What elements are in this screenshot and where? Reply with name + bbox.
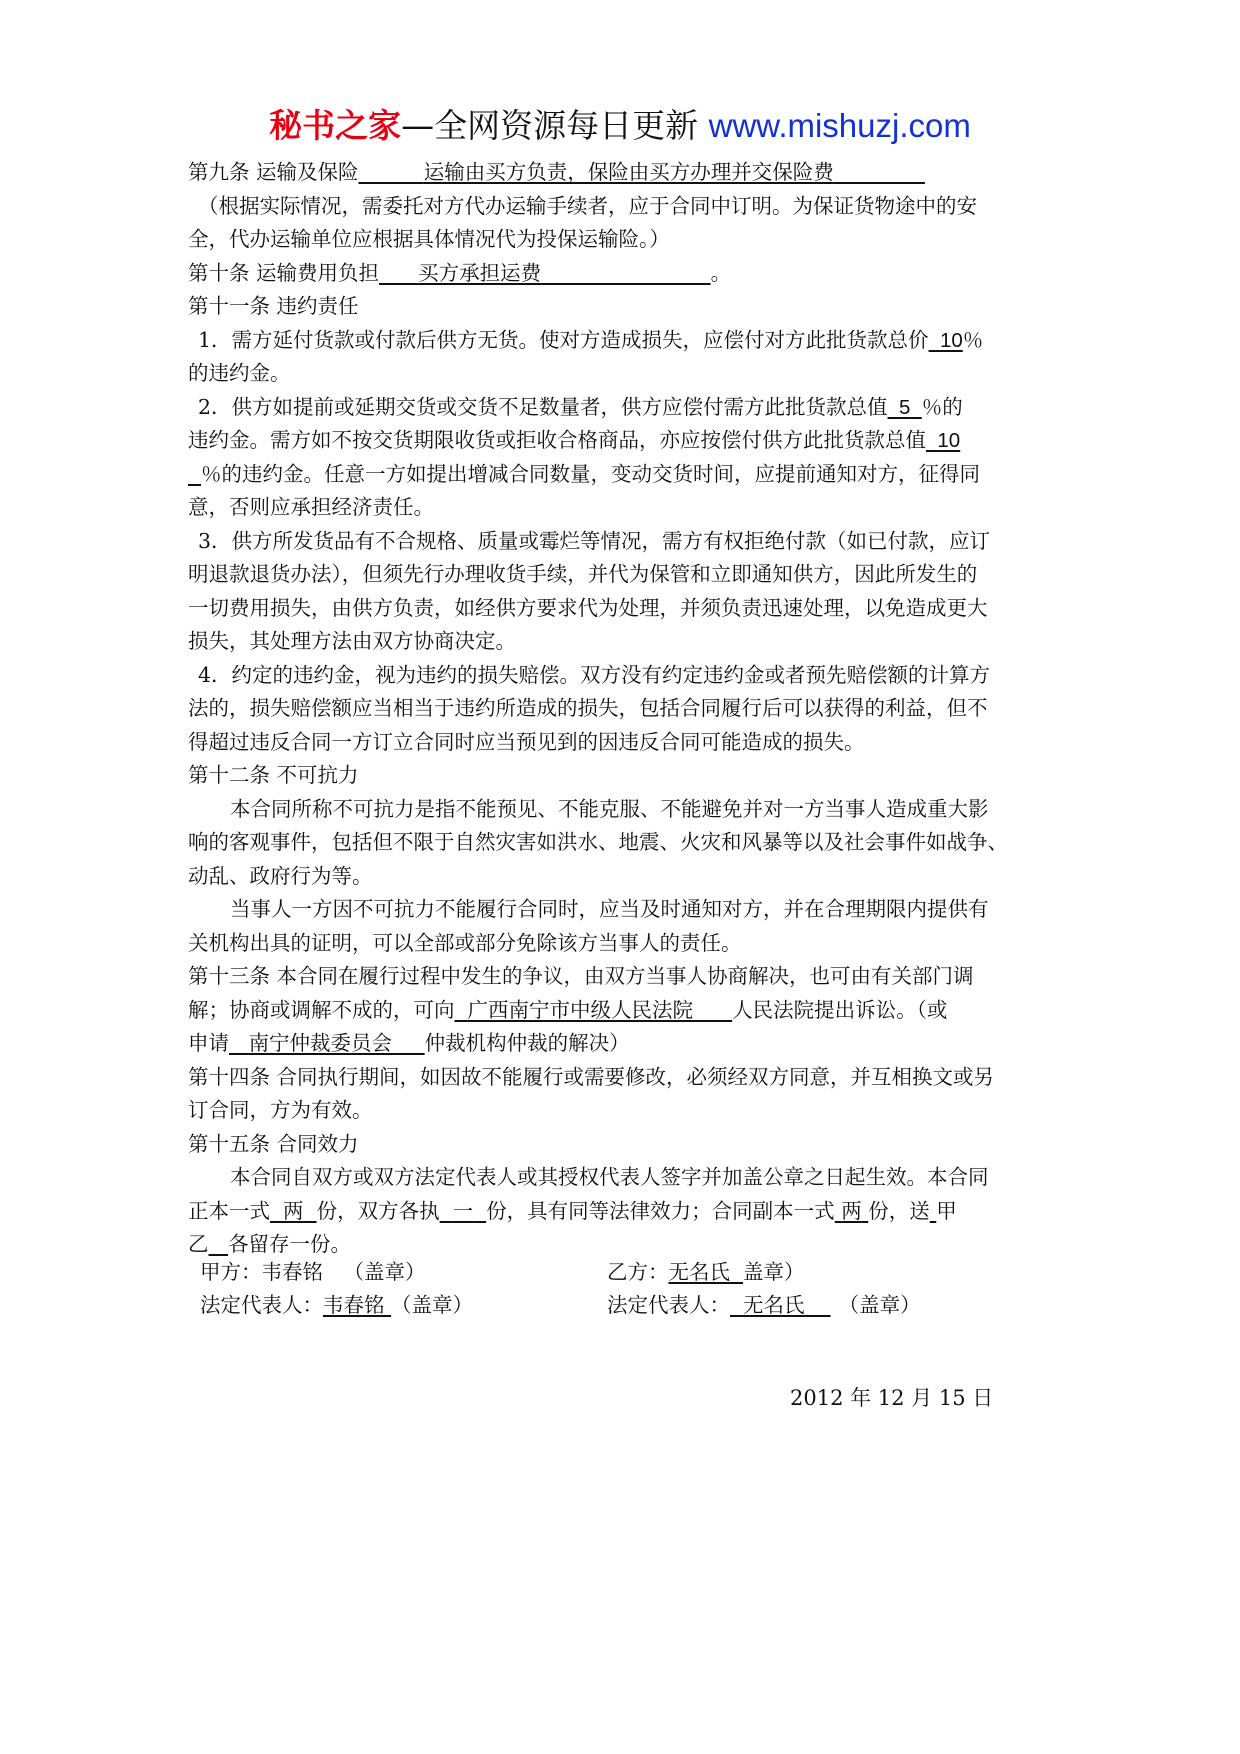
party-b-name: 无名氏 <box>668 1260 730 1284</box>
art15-text-a: 正本一式 <box>188 1198 270 1223</box>
art12-p1-line3: 动乱、政府行为等。 <box>188 863 373 888</box>
contract-body <box>188 156 1056 1262</box>
art11-heading: 第十一条 违约责任 <box>188 294 359 318</box>
art11-c4-line3: 得超过违反合同一方订立合同时应当预见到的因违反合同可能造成的损失。 <box>188 729 865 754</box>
art15-retain-blank <box>209 1232 229 1256</box>
art10-end: 。 <box>710 260 732 285</box>
art9-note-2: 全，代办运输单位应根据具体情况代为投保运输险。） <box>188 227 670 251</box>
banner-dash: — <box>401 106 435 145</box>
rep-a-name-blank <box>323 1293 391 1317</box>
art11-c2-value2: 10 <box>937 429 961 452</box>
art11-c3-line3: 一切费用损失，由供方负责，如经供方要求代为处理，并须负责迅速处理，以免造成更大 <box>188 595 988 620</box>
party-a-line <box>200 1256 426 1288</box>
rep-b-line <box>607 1289 921 1321</box>
art12-heading: 第十二条 不可抗力 <box>188 763 359 787</box>
art9-heading: 第九条 运输及保险 <box>188 160 359 184</box>
art11-c3-line2: 明退款退货办法），但须先行办理收货手续，并代为保管和立即通知供方，因此所发生的 <box>188 562 978 586</box>
art15-heading: 第十五条 合同效力 <box>188 1131 359 1156</box>
rep-b-name: 无名氏 <box>743 1293 805 1317</box>
art13-arbitration: 南宁仲裁委员会 <box>248 1031 393 1055</box>
art15-orig-blank <box>270 1199 317 1223</box>
art10-line <box>188 257 1056 291</box>
art12-p2-line1: 当事人一方因不可抗力不能履行合同时，应当及时通知对方，并在合理期限内提供有 <box>230 897 989 921</box>
art9-blank-lead <box>359 160 424 184</box>
art12-p1-line1: 本合同所称不可抗力是指不能预见、不能克服、不能避免并对一方当事人造成重大影 <box>230 796 989 821</box>
party-b-label: 乙方： <box>607 1260 669 1284</box>
art10-blank-lead <box>379 261 418 285</box>
art11-c3-line1: 3．供方所发货品有不合规格、质量或霉烂等情况，需方有权拒绝付款（如已付款，应订 <box>198 528 991 553</box>
rep-b-name-blank <box>730 1293 831 1317</box>
art11-c1-penalty-rate <box>929 329 963 352</box>
art11-c4-line1: 4．约定的违约金，视为违约的损失赔偿。双方没有约定违约金或者预先赔偿额的计算方 <box>198 662 991 687</box>
art15-copy-count: 两 <box>841 1198 862 1223</box>
banner-brand: 秘书之家 <box>269 106 402 145</box>
art13-text-a: 解；协商或调解不成的，可向 <box>188 997 455 1022</box>
party-a-seal: （盖章） <box>343 1260 426 1284</box>
rep-b-seal: （盖章） <box>838 1293 921 1317</box>
art13-line3 <box>188 1027 1056 1061</box>
contract-date: 2012 年 12 月 15 日 <box>790 1386 994 1410</box>
rep-a-name: 韦春铭 <box>323 1293 385 1317</box>
art15-each-count: 一 <box>452 1198 474 1223</box>
art15-orig-count: 两 <box>283 1198 304 1223</box>
art11-c2-percent: ％的 <box>921 394 963 419</box>
art13-text-d: 仲裁机构仲裁的解决） <box>424 1031 630 1055</box>
art13-text-b: 人民法院提出诉讼。（或 <box>732 997 948 1022</box>
art11-c2-line1 <box>188 391 1056 425</box>
art15-text-d: 份，送 <box>868 1198 930 1223</box>
art13-line1: 第十三条 本合同在履行过程中发生的争议，由双方当事人协商解决，也可由有关部门调 <box>188 964 974 988</box>
art11-c2-text2: 违约金。需方如不按交货期限收货或拒收合格商品，亦应按偿付供方此批货款总值 <box>188 428 926 452</box>
art11-c2-text: 2．供方如提前或延期交货或交货不足数量者，供方应偿付需方此批货款总值 <box>198 394 888 419</box>
art11-c2-line4: 意，否则应承担经济责任。 <box>188 495 434 519</box>
art13-court-blank <box>455 998 733 1022</box>
art9-blank-tail <box>834 160 925 184</box>
art15-text-f: 乙 <box>188 1232 209 1256</box>
art11-c2-line2 <box>188 424 1056 458</box>
art9-transport-blank: 运输由买方负责，保险由买方办理并交保险费 <box>423 160 834 184</box>
art11-c1-value: 10 <box>939 328 963 352</box>
art15-text-c: 份，具有同等法律效力；合同副本一式 <box>486 1198 835 1223</box>
art11-c2-line3 <box>188 458 1056 492</box>
art12-p2-line2: 关机构出具的证明，可以全部或部分免除该方当事人的责任。 <box>188 930 742 955</box>
art14-line1: 第十四条 合同执行期间，如因故不能履行或需要修改，必须经双方同意，并互相换文或另 <box>188 1064 995 1089</box>
art11-c1-text: 1．需方延付货款或付款后供方无货。使对方造成损失，应偿付对方此批货款总价 <box>198 327 929 352</box>
art15-line2 <box>188 1195 1056 1229</box>
art11-c4-line2: 法的，损失赔偿额应当相当于违约所造成的损失，包括合同履行后可以获得的利益，但不 <box>188 696 988 720</box>
party-b-name-blank <box>669 1260 744 1284</box>
art11-c2-penalty-rate-2 <box>926 429 960 452</box>
art11-c2-blank-tail <box>188 462 201 486</box>
art10-heading: 第十条 运输费用负担 <box>188 260 380 285</box>
art11-c2-penalty-rate <box>888 396 922 419</box>
art13-arbitration-blank <box>229 1031 425 1055</box>
art9-note-1: （根据实际情况，需委托对方代办运输手续者，应于合同中订明。为保证货物途中的安 <box>198 193 977 218</box>
art11-c2-text3: ％的违约金。任意一方如提出增减合同数量，变动交货时间，应提前通知对方，征得同 <box>201 461 981 486</box>
site-banner <box>0 104 1240 148</box>
art12-p1-line2: 响的客观事件，包括但不限于自然灾害如洪水、地震、火灾和风暴等以及社会事件如战争、 <box>188 830 1008 854</box>
art14-line2: 订合同，方为有效。 <box>188 1098 373 1122</box>
art15-text-g: 各留存一份。 <box>228 1232 352 1256</box>
art10-freight-blank: 买方承担运费 <box>418 260 542 285</box>
art13-court: 广西南宁市中级人民法院 <box>467 997 694 1022</box>
party-a-label: 甲方：韦春铭 <box>200 1260 323 1284</box>
rep-a-line <box>200 1289 473 1321</box>
art9-heading-line <box>188 156 1056 190</box>
art11-c2-value: 5 <box>898 395 911 419</box>
party-b-seal: 盖章） <box>743 1260 805 1284</box>
rep-b-label: 法定代表人： <box>607 1293 730 1317</box>
art10-blank-tail <box>541 261 710 285</box>
rep-a-seal: （盖章） <box>391 1293 474 1317</box>
art13-line2 <box>188 994 1056 1028</box>
banner-url[interactable]: www.mishuzj.com <box>708 107 971 144</box>
banner-slogan: 全网资源每日更新 <box>434 106 699 145</box>
art11-c3-line4: 损失，其处理方法由双方协商决定。 <box>188 629 516 653</box>
art15-line1: 本合同自双方或双方法定代表人或其授权代表人签字并加盖公章之日起生效。本合同 <box>230 1165 989 1189</box>
art15-each-blank <box>440 1199 487 1223</box>
art11-c1-percent: ％ <box>962 327 984 352</box>
art15-copy-blank <box>835 1199 869 1223</box>
art15-text-b: 份，双方各执 <box>316 1198 440 1223</box>
art15-text-e: 甲 <box>936 1198 957 1223</box>
rep-a-label: 法定代表人： <box>200 1293 323 1317</box>
art11-c1-line2: 的违约金。 <box>188 361 291 385</box>
art13-text-c: 申请 <box>188 1031 229 1055</box>
art11-c1-line1 <box>188 324 1056 358</box>
party-b-line <box>607 1256 805 1288</box>
